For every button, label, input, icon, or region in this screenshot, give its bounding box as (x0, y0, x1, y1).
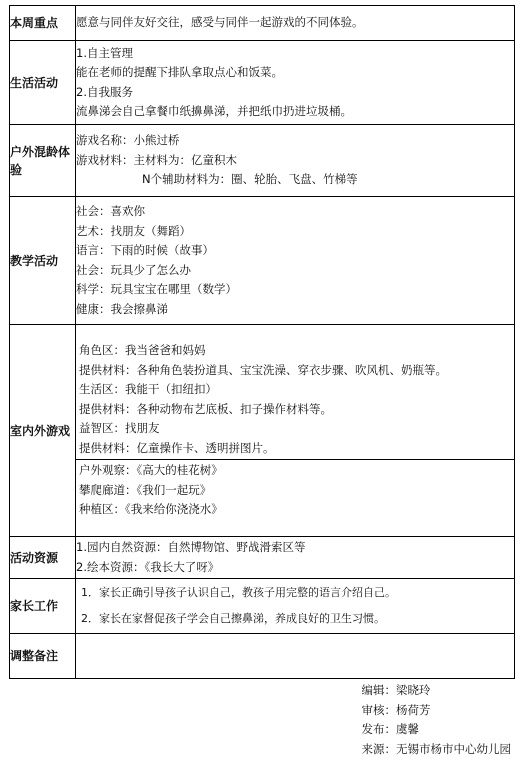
parents-line: 2．家长在家督促孩子学会自己擦鼻涕，养成良好的卫生习惯。 (81, 612, 385, 625)
row-label-indoor-outdoor: 室内外游戏 (10, 325, 76, 537)
row-parents (10, 579, 515, 634)
row-notes (10, 634, 515, 679)
row-label-notes: 调整备注 (10, 634, 76, 679)
indoor-games (76, 340, 514, 459)
row-label-life: 生活活动 (10, 41, 76, 125)
row-focus (10, 6, 515, 41)
row-label-outdoor: 户外混龄体验 (10, 125, 76, 197)
notes-cell (76, 634, 515, 679)
reviewer-credit: 审核：杨荷芳 (361, 702, 431, 717)
teaching-line: 社会：玩具少了怎么办 (76, 262, 191, 277)
indoor-line: 提供材料：亿童操作卡、透明拼图片。 (79, 440, 275, 455)
focus-text: 愿意与同伴友好交往，感受与同伴一起游戏的不同体验。 (76, 15, 364, 30)
outdoor-line: 游戏材料：主材料为：亿童积木 (76, 152, 237, 167)
life-line: 流鼻涕会自己拿餐巾纸擤鼻涕，并把纸巾扔进垃圾桶。 (76, 104, 352, 118)
row-resources (10, 537, 515, 579)
teaching-line: 科学：玩具宝宝在哪里（数学） (76, 282, 237, 296)
row-indoor-outdoor (10, 325, 515, 537)
row-outdoor (10, 125, 515, 197)
life-line: 2.自我服务 (76, 84, 133, 99)
teaching-line: 社会：喜欢你 (76, 204, 145, 218)
indoor-line: 生活区：我能干（扣纽扣） (79, 382, 217, 397)
outdoor-game-line: 户外观察：《高大的桂花树》 (79, 463, 223, 478)
row-label-focus: 本周重点 (10, 6, 76, 41)
teaching-line: 健康：我会擦鼻涕 (76, 301, 168, 316)
resources-line: 1.园内自然资源：自然博物馆、野战滑索区等 (76, 540, 306, 554)
indoor-line: 角色区：我当爸爸和妈妈 (79, 343, 206, 358)
outdoor-game-line: 种植区：《我来给你浇浇水》 (79, 502, 223, 517)
outdoor-line: 游戏名称：小熊过桥 (76, 133, 180, 148)
row-label-resources: 活动资源 (10, 537, 76, 579)
row-teaching (10, 197, 515, 325)
row-label-teaching: 教学活动 (10, 197, 76, 325)
weekly-plan-table (9, 5, 515, 679)
publisher-credit: 发布：虞馨 (361, 722, 419, 736)
indoor-line: 提供材料：各种角色装扮道具、宝宝洗澡、穿衣步骤、吹风机、奶瓶等。 (79, 362, 447, 377)
life-line: 能在老师的提醒下排队拿取点心和饭菜。 (76, 65, 283, 79)
parents-line: 1．家长正确引导孩子认识自己，教孩子用完整的语言介绍自己。 (81, 586, 396, 599)
outdoor-game-line: 攀爬廊道：《我们一起玩》 (79, 482, 212, 497)
outdoor-games (76, 459, 514, 521)
teaching-line: 艺术：找朋友（舞蹈） (76, 223, 191, 238)
row-life (10, 41, 515, 125)
indoor-line: 提供材料：各种动物布艺底板、扣子操作材料等。 (79, 401, 332, 416)
teaching-line: 语言：下雨的时候（故事） (76, 243, 214, 257)
editor-credit: 编辑：梁晓玲 (361, 683, 431, 697)
footer-credits (362, 681, 512, 759)
source-credit: 来源：无锡市杨市中心幼儿园 (361, 741, 511, 756)
life-line: 1.自主管理 (76, 45, 133, 60)
indoor-line: 益智区：找朋友 (79, 421, 160, 436)
row-label-parents: 家长工作 (10, 579, 76, 634)
resources-line: 2.绘本资源：《我长大了呀》 (76, 559, 220, 574)
outdoor-line: N个辅助材料为：圈、轮胎、飞盘、竹梯等 (142, 172, 358, 187)
